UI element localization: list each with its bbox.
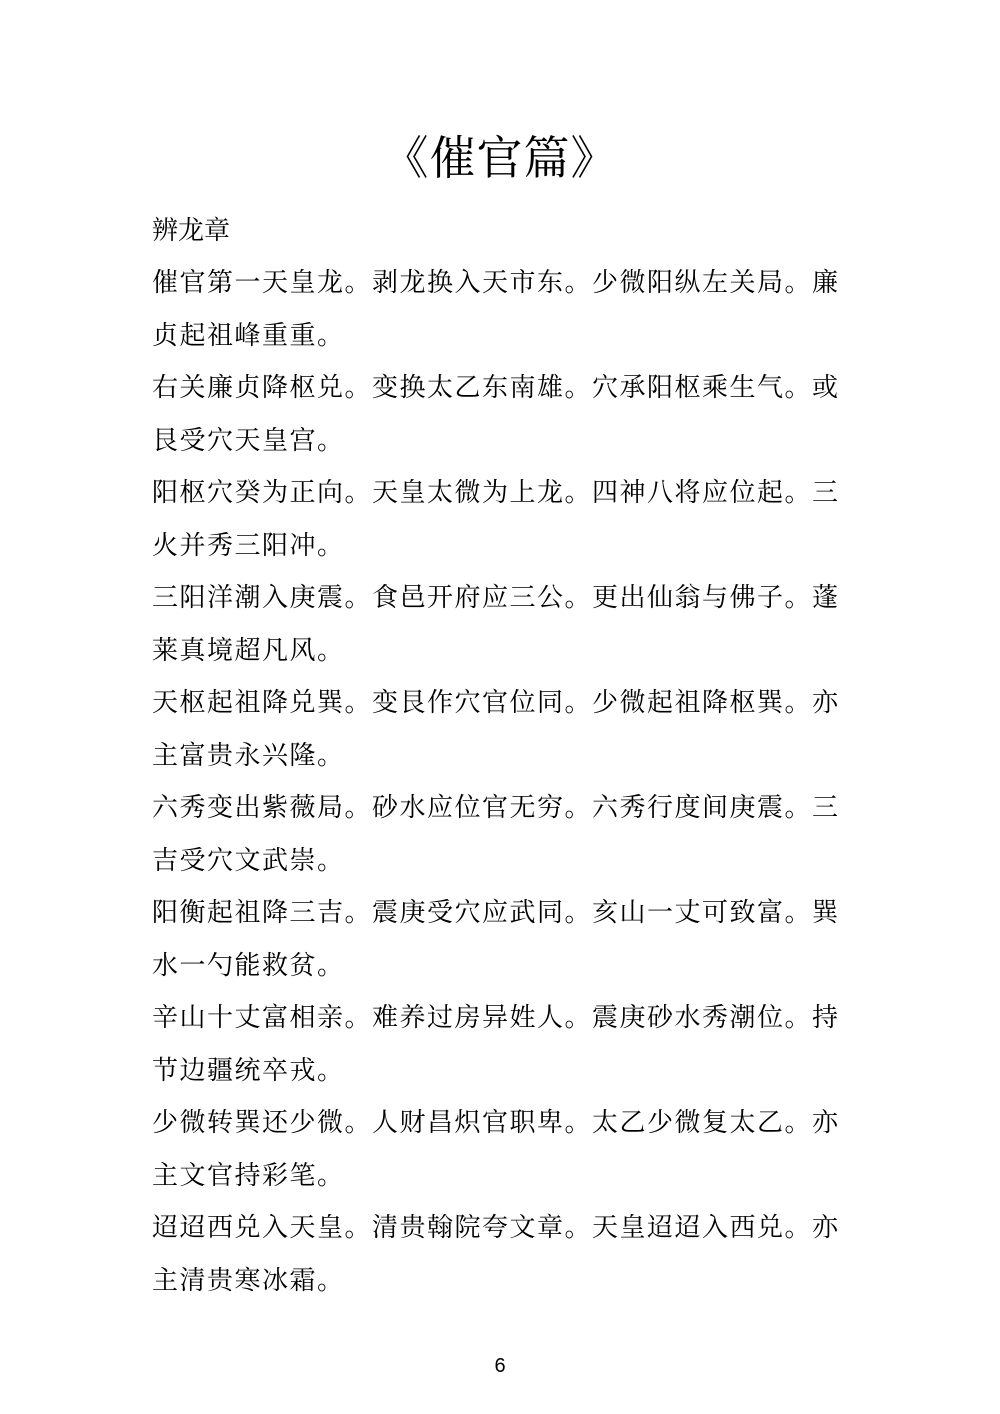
verse-paragraph: 天枢起祖降兑巽。变艮作穴官位同。少微起祖降枢巽。亦主富贵永兴隆。 — [152, 688, 840, 771]
verse-paragraph: 阳衡起祖降三吉。震庚受穴应武同。亥山一丈可致富。巽水一勺能救贫。 — [152, 898, 840, 981]
page-number: 6 — [494, 1355, 506, 1377]
page-title: 《催官篇》 — [382, 131, 618, 185]
section-heading: 辨龙章 — [152, 216, 231, 246]
verse-paragraph: 催官第一天皇龙。剥龙换入天市东。少微阳纵左关局。廉贞起祖峰重重。 — [152, 268, 840, 351]
verse-paragraph: 阳枢穴癸为正向。天皇太微为上龙。四神八将应位起。三火并秀三阳冲。 — [152, 478, 840, 561]
verse-paragraph: 右关廉贞降枢兑。变换太乙东南雄。穴承阳枢乘生气。或艮受穴天皇宫。 — [152, 373, 840, 456]
verse-paragraph: 六秀变出紫薇局。砂水应位官无穷。六秀行度间庚震。三吉受穴文武崇。 — [152, 793, 840, 876]
verse-paragraph: 少微转巽还少微。人财昌炽官职卑。太乙少微复太乙。亦主文官持彩笔。 — [152, 1108, 840, 1191]
document-body — [152, 205, 852, 1307]
verse-paragraph: 迢迢西兑入天皇。清贵翰院夸文章。天皇迢迢入西兑。亦主清贵寒冰霜。 — [152, 1213, 840, 1296]
verse-paragraph: 辛山十丈富相亲。难养过房异姓人。震庚砂水秀潮位。持节边疆统卒戎。 — [152, 1003, 840, 1086]
verse-paragraph: 三阳洋潮入庚震。食邑开府应三公。更出仙翁与佛子。蓬莱真境超凡风。 — [152, 583, 840, 666]
